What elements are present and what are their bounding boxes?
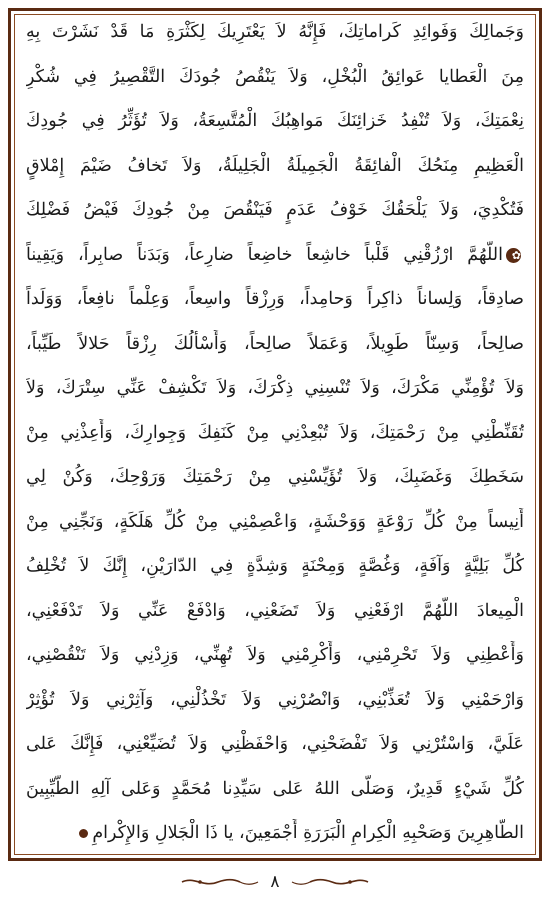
text-line-2: مِنَ الْعَطايا عَوائِقُ الْبُخْلِ، وَلاَ يَنْقُصُ جُودَكَ التَّقْصِيرُ فِي شُكْرِ bbox=[26, 66, 524, 87]
supplication-text bbox=[26, 18, 524, 848]
text-line-18: كُلِّ شَيْءٍ قَدِيرٌ، وَصَلَّى اللهُ عَلى سَيِّدِنا مُحَمَّدٍ وَعَلى آلِهِ الطَّيِّبِينَ bbox=[26, 778, 524, 799]
text-line-14: الْمِيعادَ اللَّهُمَّ ارْفَعْنِي وَلاَ تَضَعْنِي، وَادْفَعْ عَنِّي وَلاَ تَدْفَعْنِي، bbox=[26, 600, 524, 621]
text-line-13: كُلِّ بَلِيَّةٍ وَآفَةٍ، وَغُصَّةٍ وَمِحْنَةٍ وَشِدَّةٍ فِي الدّارَيْنِ، إِنَّكَ لاَ تُخْلِفُ bbox=[26, 556, 524, 576]
page-footer bbox=[0, 868, 550, 896]
text-line-4: الْعَظِيمِ مِنَحُكَ الْفائِقَةُ الْجَمِيلَةُ الْجَلِيلَةُ، وَلاَ تَخافُ ضَيْمَ إِمْلاقٍ bbox=[26, 155, 524, 176]
text-line-11: سَخَطِكَ وَغَضَبِكَ، وَلاَ تُؤَيِّسْنِي مِنْ رَحْمَتِكَ وَرَوْحِكَ، وَكُنْ لِي bbox=[26, 467, 524, 487]
text-line-6: اللَّهُمَّ ارْزُقْنِي قَلْباً خاشِعاً خاضِعاً ضارِعاً، وَبَدَناً صابِراً، وَيَقِيناً bbox=[26, 244, 503, 265]
flourish-ornament-left-icon bbox=[180, 874, 260, 890]
flourish-ornament-right-icon bbox=[290, 874, 370, 890]
text-line-16: وَارْحَمْنِي وَلاَ تُعَذِّبْنِي، وَانْصُرْنِي وَلاَ تَخْذُلْنِي، وَآثِرْنِي وَلاَ تُؤْثِرْ bbox=[26, 689, 524, 710]
text-line-9: وَلاَ تُؤْمِنِّي مَكْرَكَ، وَلاَ تُنْسِنِي ذِكْرَكَ، وَلاَ تَكْشِفْ عَنِّي سِتْرَكَ، وَلاَ bbox=[26, 378, 524, 398]
text-line-19: الطّاهِرِينَ وَصَحْبِهِ الْكِرامِ الْبَرَرَةِ أَجْمَعِينَ، يا ذَا الْجَلالِ وَالإِكْرامِ bbox=[92, 823, 524, 843]
text-line-14-wrapper bbox=[26, 597, 524, 626]
text-line-10: تُقَنِّطْنِي مِنْ رَحْمَتِكَ، وَلاَ تُبْعِدْنِي مِنْ كَنَفِكَ وَجِوارِكَ، وَأَعِذْنِي مِنْ bbox=[26, 422, 524, 443]
text-line-7: صادِقاً، وَلِساناً ذاكِراً وَحامِداً، وَرِزْقاً واسِعاً، وَعِلْماً نافِعاً، وَوَلَداً bbox=[26, 289, 524, 309]
text-line-15: وَأَعْطِنِي وَلاَ تَحْرِمْنِي، وَأَكْرِمْنِي وَلاَ تُهِنِّي، وَزِدْنِي وَلاَ تَنْقُصْنِي، bbox=[26, 645, 524, 665]
text-line-6-wrapper bbox=[26, 241, 524, 270]
text-line-19-wrapper bbox=[26, 819, 524, 848]
text-line-8: صالِحاً، وَسِنّاً طَوِيلاً، وَعَمَلاً صالِحاً، وَأَسْأَلُكَ رِزْقاً حَلالاً طَيِّباً، bbox=[26, 333, 524, 354]
end-dot-icon bbox=[79, 829, 88, 838]
text-line-3: نِعْمَتِكَ، وَلاَ تُنْفِدُ خَزائِنَكَ مَواهِبُكَ الْمُتَّسِعَةُ، وَلاَ تُؤَثِّرُ فِي جُودِكَ bbox=[26, 111, 524, 131]
text-line-5: فَتُكْدِيَ، وَلاَ يَلْحَقُكَ خَوْفُ عَدَمٍ فَيَنْقُصَ مِنْ جُودِكَ فَيْضُ فَضْلِكَ bbox=[26, 200, 524, 220]
text-line-17: عَلَيَّ، وَاسْتُرْنِي وَلاَ تَفْضَحْنِي، وَاحْفَظْنِي وَلاَ تُضَيِّعْنِي، فَإِنَّكَ عَلى bbox=[26, 734, 524, 754]
text-line-1: وَجَمالِكَ وَفَوائِدِ كَراماتِكَ، فَإِنَّهُ لاَ يَعْتَرِيكَ لِكَثْرَةِ مَا قَدْ نَشَرْتَ بِهِ bbox=[26, 22, 524, 42]
page-number: ٨ bbox=[270, 872, 280, 892]
text-line-12: أَنِيساً مِنْ كُلِّ رَوْعَةٍ وَوَحْشَةٍ، وَاعْصِمْنِي مِنْ كُلِّ هَلَكَةٍ، وَنَجِّنِي مِنْ bbox=[26, 511, 524, 532]
flower-ornament-icon: ✿ bbox=[506, 248, 521, 263]
